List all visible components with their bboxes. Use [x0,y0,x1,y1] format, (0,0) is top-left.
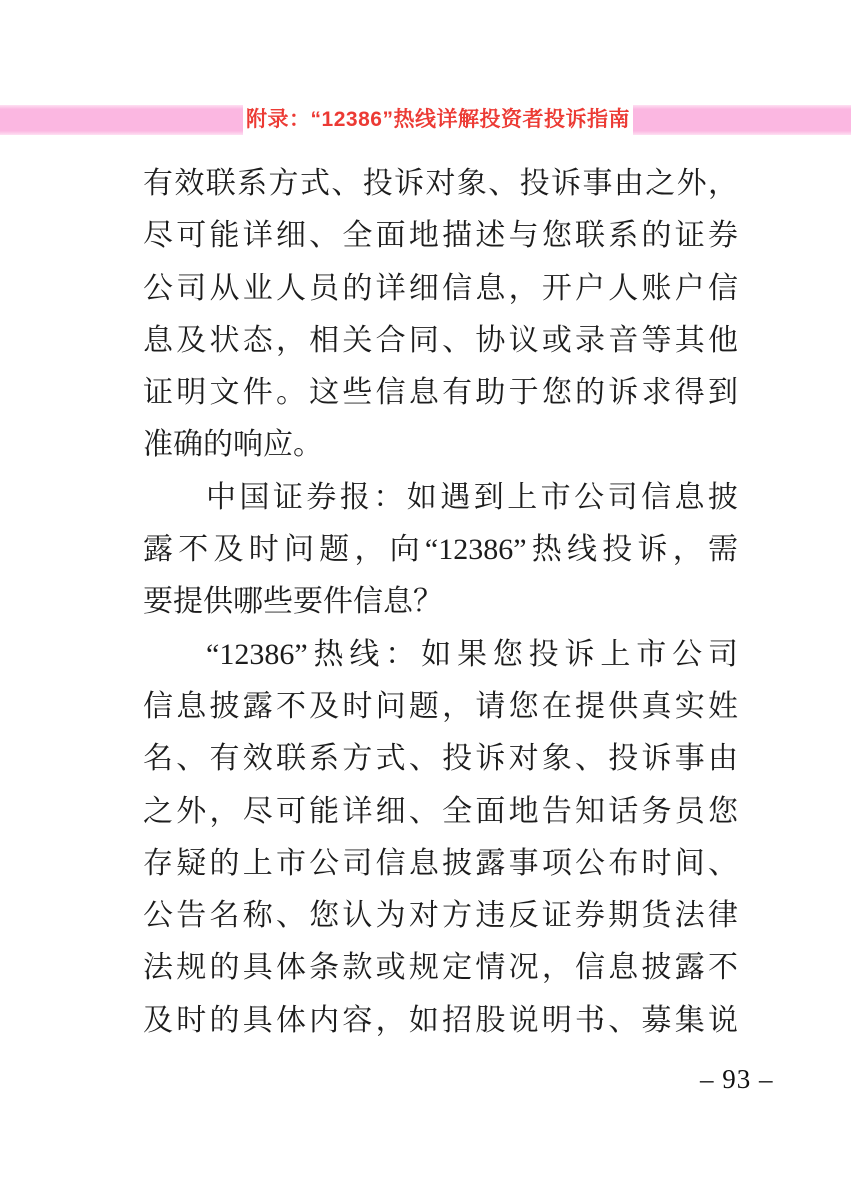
text-line: 名、有效联系方式、投诉对象、投诉事由 [143,742,738,776]
chapter-header-title: 附录：“12386”热线详解投资者投诉指南 [246,108,630,131]
text-line: 露不及时问题，向“12386”热线投诉，需 [143,533,738,567]
header-band-left [0,105,243,135]
text-line: 公告名称、您认为对方违反证券期货法律 [143,899,738,933]
text-line: 准确的响应。 [143,428,323,462]
text-line: 有效联系方式、投诉对象、投诉事由之外， [143,167,738,200]
page-number: – 93 – [700,1064,774,1094]
header-band [0,105,851,135]
text-line: 息及状态，相关合同、协议或录音等其他 [143,323,738,357]
body-text [143,158,738,1047]
text-line: 及时的具体内容，如招股说明书、募集说 [143,1003,738,1037]
text-line: 中国证券报：如遇到上市公司信息披 [206,480,738,514]
text-line: 尽可能详细、全面地描述与您联系的证券 [143,219,738,253]
text-line: 公司从业人员的详细信息，开户人账户信 [143,271,738,305]
text-line: 法规的具体条款或规定情况，信息披露不 [143,951,738,985]
text-line: 证明文件。这些信息有助于您的诉求得到 [143,376,738,410]
text-line: 要提供哪些要件信息？ [143,585,443,619]
text-line: 存疑的上市公司信息披露事项公布时间、 [143,846,738,880]
text-line: 信息披露不及时问题，请您在提供真实姓 [143,689,738,723]
text-line: 之外，尽可能详细、全面地告知话务员您 [143,794,738,828]
header-band-right [633,105,851,135]
text-line: “12386”热线：如果您投诉上市公司 [206,637,738,671]
